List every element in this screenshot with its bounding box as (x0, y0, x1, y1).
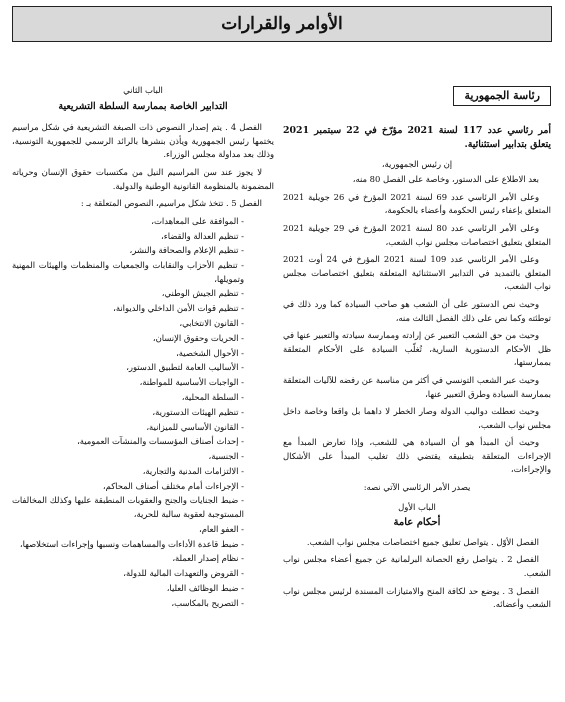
article-paragraph: لا يجوز عند سن المراسيم النيل من مكتسبات حقوق الإنسان وحرياته المضمونة بالمنظومة القانونية الوطنية والدولية. (12, 166, 274, 191)
list-item: - السلطة المحلية، (181, 391, 244, 402)
preamble-paragraph: وحيث أن المبدأ هو أن السيادة هي للشعب، وإذا تعارض المبدأ مع الإجراءات المتعلقة بتطبيقه يقتضي ذلك تغليب المبدأ على الأشكال والإجراءات، (283, 437, 551, 475)
list-item: - تنظيم الهيئات الدستورية، (152, 406, 244, 417)
preamble-paragraph: وحيث نص الدستور على أن الشعب هو صاحب السيادة كما ورد ذلك في توطئته وكما نص على ذلك الفصل الثالث منه، (283, 298, 551, 323)
left-column (12, 82, 274, 700)
list-item: - الأحوال الشخصية، (176, 347, 244, 358)
list-item: - العفو العام، (199, 523, 244, 534)
list-item: - الالتزامات المدنية والتجارية، (142, 465, 244, 476)
list-item: - ضبط قاعدة الأداءات والمساهمات ونسبها وإجراءات استخلاصها، (19, 538, 244, 549)
article-paragraph: الفصل 2 . يتواصل رفع الحصانة البرلمانية عن جميع أعضاء مجلس نواب الشعب. (283, 554, 551, 579)
list-item: - تنظيم قوات الأمن الداخلي والديوانة، (113, 303, 244, 314)
list-item: - التصريح بالمكاسب، (171, 597, 244, 608)
list-item: - تنظيم العدالة والقضاء، (161, 230, 244, 241)
preamble-paragraph: بعد الاطلاع على الدستور، وخاصة على الفصل 80 منه، (352, 174, 539, 185)
list-item: - الإجراءات أمام مختلف أصناف المحاكم، (102, 480, 244, 491)
page-title: الأوامر والقرارات (221, 14, 343, 34)
preamble-paragraph: وحيث عبر الشعب التونسي في أكثر من مناسبة عن رفضه للآليات المتعلقة بممارسة السيادة وطرق التعبير عنها، (283, 374, 551, 399)
list-item: - الأساليب العامة لتطبيق الدستور، (126, 362, 244, 373)
list-item: - القانون الانتخابي، (179, 318, 244, 329)
decree-intro: إن رئيس الجمهورية، (381, 158, 453, 169)
chapter-subtitle: التدابير الخاصة بممارسة السلطة التشريعية (58, 100, 228, 112)
list-item: - الجنسية، (208, 451, 244, 462)
list-item: - الواجبات الأساسية للمواطنة، (139, 377, 244, 388)
preamble-paragraph: وعلى الأمر الرئاسي عدد 69 لسنة 2021 المؤرخ في 26 جويلية 2021 المتعلق بإعفاء رئيس الحكومة وأعضاء بالحكومة، (283, 191, 551, 216)
article-paragraph: الفصل 5 . تتخذ شكل مراسيم، النصوص المتعلقة بـ : (80, 198, 262, 209)
list-item: - القروض والتعهدات المالية للدولة، (123, 568, 244, 579)
list-item: - تنظيم الجيش الوطني، (161, 288, 244, 299)
list-item: - القانون الأساسي للميزانية، (146, 421, 244, 432)
section-label: رئاسة الجمهورية (453, 86, 551, 106)
preamble-paragraph: وحيث تعطلت دواليب الدولة وصار الخطر لا داهما بل واقعا وخاصة داخل مجلس نواب الشعب، (283, 406, 551, 430)
article-paragraph: الفصل 4 . يتم إصدار النصوص ذات الصبغة التشريعية في شكل مراسيم يختمها رئيس الجمهورية ويأذن بنشرها بالرائد الرسمي للجمهورية التونسية، وذلك بعد مداولة مجلس الوزراء. (12, 122, 274, 160)
list-item: - الحريات وحقوق الإنسان، (152, 332, 244, 343)
preamble-paragraph: وعلى الأمر الرئاسي عدد 80 لسنة 2021 المؤرخ في 29 جويلية 2021 المتعلق بتعليق اختصاصات مجلس نواب الشعب، (283, 222, 551, 247)
preamble-paragraph: وحيث من حق الشعب التعبير عن إرادته وممارسة سيادته والتعبير عنها في ظل الأحكام الدستورية السارية، تُغلّب السيادة على الأحكام المتعلقة بممارستها، (283, 330, 551, 368)
list-item: - نظام إصدار العملة، (172, 553, 244, 564)
article-items-list (12, 215, 274, 611)
preamble-paragraph: وعلى الأمر الرئاسي عدد 109 لسنة 2021 المؤرخ في 24 أوت 2021 المتعلق بالتمديد في التدابير الاستثنائية المتعلقة بتعليق اختصاصات مجلس نواب الشعب، (283, 254, 551, 292)
article-paragraph: الفصل الأوّل . يتواصل تعليق جميع اختصاصات مجلس نواب الشعب. (306, 536, 539, 547)
list-item: - إحداث أصناف المؤسسات والمنشآت العمومية، (77, 436, 244, 447)
list-item: - ضبط الوظائف العليا، (166, 582, 244, 593)
decree-title: أمر رئاسي عدد 117 لسنة 2021 مؤرّخ في 22 سبتمبر 2021 يتعلق بتدابير استثنائية. (283, 124, 551, 150)
issue-line: يصدر الأمر الرئاسي الآتي نصه: (363, 482, 471, 493)
list-item: - تنظيم الإعلام والصحافة والنشر، (129, 245, 244, 256)
list-item: - ضبط الجنايات والجنح والعقوبات المنطبقة عليها وكذلك المخالفات المستوجبة لعقوبة سالبة للحرية، (12, 495, 244, 519)
article-paragraph: الفصل 3 . يوضع حد لكافة المنح والامتيازات المسندة لرئيس مجلس نواب الشعب وأعضائه. (283, 585, 551, 610)
page-header (12, 6, 552, 42)
list-item: - تنظيم الأحزاب والنقابات والجمعيات والمنظمات والهيئات المهنية وتمويلها، (12, 260, 244, 284)
chapter-subtitle: أحكام عامة (393, 517, 441, 529)
chapter-title: الباب الثاني (123, 85, 163, 95)
right-column (283, 82, 551, 700)
list-item: - الموافقة على المعاهدات، (151, 215, 244, 226)
chapter-title: الباب الأول (398, 501, 436, 512)
